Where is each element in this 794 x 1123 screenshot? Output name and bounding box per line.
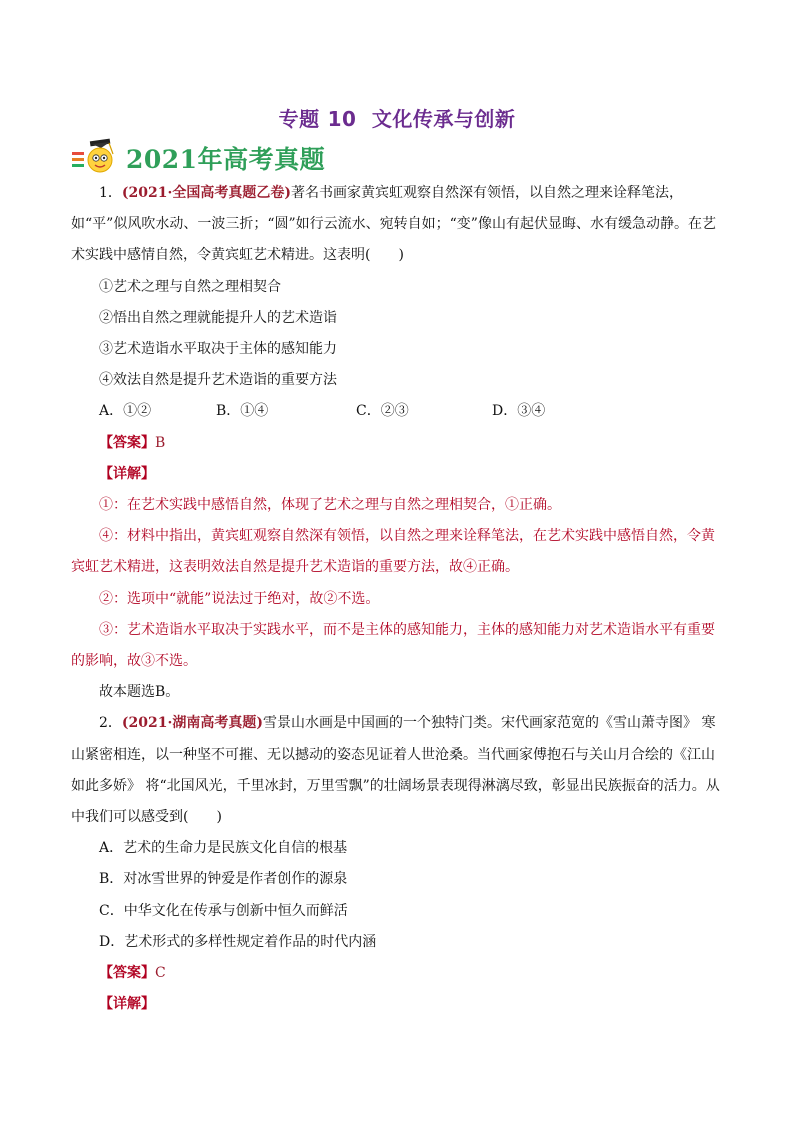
q2-option-c: C．中华文化在传承与创新中恒久而鲜活 <box>99 902 348 919</box>
q1-item-1: ①艺术之理与自然之理相契合 <box>99 278 281 295</box>
q2-answer-label: 【答案】 <box>99 965 155 982</box>
q1-stem-text: 著名书画家黄宾虹观察自然深有领悟，以自然之理来诠释笔法，如“平”似风吹水动、一波三折；“圆”如行云流水、宛转自如；“变”像山有起伏显晦、水有缓急动静。在艺术实践中感情自然，令黄宾虹艺术精进。这表明( ) <box>71 185 716 264</box>
q1-item-2: ②悟出自然之理就能提升人的艺术造诣 <box>99 309 337 326</box>
question-1-stem <box>71 178 723 272</box>
content-body <box>71 178 723 1020</box>
q1-detail-label: 【详解】 <box>99 465 155 482</box>
section-heading <box>70 138 325 178</box>
q1-item-3: ③艺术造诣水平取决于主体的感知能力 <box>99 341 337 358</box>
q2-detail-heading <box>71 989 723 1020</box>
q1-analysis-2: ④：材料中指出，黄宾虹观察自然深有领悟，以自然之理来诠释笔法，在艺术实践中感悟自然，令黄宾虹艺术精进，这表明效法自然是提升艺术造诣的重要方法，故④正确。 <box>71 528 715 576</box>
q1-item-4: ④效法自然是提升艺术造诣的重要方法 <box>99 372 337 389</box>
q1-answer-value: B <box>155 434 166 451</box>
q2-answer <box>71 958 723 989</box>
title-prefix: 专题 <box>278 107 320 131</box>
q1-conclusion: 故本题选B。 <box>99 684 180 701</box>
q1-options <box>71 396 723 427</box>
q2-number: 2． <box>99 715 122 732</box>
page-title <box>0 103 794 132</box>
q2-option-d: D．艺术形式的多样性规定着作品的时代内涵 <box>99 933 377 950</box>
q1-answer-label: 【答案】 <box>99 434 155 451</box>
q1-option-c: C．②③ <box>356 403 409 420</box>
q1-answer <box>71 428 723 459</box>
q2-detail-label: 【详解】 <box>99 996 155 1013</box>
q1-analysis-1: ①：在艺术实践中感悟自然，体现了艺术之理与自然之理相契合，①正确。 <box>99 497 561 514</box>
q2-option-a: A．艺术的生命力是民族文化自信的根基 <box>99 840 348 857</box>
question-2-stem <box>71 708 723 833</box>
q1-option-b: B．①④ <box>216 403 269 420</box>
q2-source: (2021·湖南高考真题) <box>121 715 264 732</box>
mascot-logo-icon <box>70 138 118 178</box>
q2-answer-value: C <box>155 965 166 982</box>
title-number: 10 <box>327 107 357 131</box>
q1-option-a: A．①② <box>99 403 152 420</box>
q1-source: (2021·全国高考真题乙卷) <box>121 185 292 201</box>
q2-stem-text: 雪景山水画是中国画的一个独特门类。宋代画家范宽的《雪山萧寺图》 寒山紧密相连，以一种坚不可摧、无以撼动的姿态见证着人世沧桑。当代画家傅抱石与关山月合绘的《江山如此多娇》 将“北国风光，千里冰封，万里雪飘”的壮阔场景表现得淋漓尽致，彰显出民族振奋的活力。从中我们可以感受到( ) <box>71 715 720 826</box>
q1-option-d: D．③④ <box>492 403 546 420</box>
section-title: 2021年高考真题 <box>126 145 326 174</box>
title-main: 文化传承与创新 <box>371 107 516 131</box>
q1-analysis-4: ③：艺术造诣水平取决于实践水平，而不是主体的感知能力，主体的感知能力对艺术造诣水平有重要的影响，故③不选。 <box>71 621 715 670</box>
q1-detail-heading <box>71 459 723 490</box>
q1-number: 1． <box>99 185 122 201</box>
q1-analysis-3: ②：选项中“就能”说法过于绝对，故②不选。 <box>99 590 380 607</box>
q2-option-b: B．对冰雪世界的钟爱是作者创作的源泉 <box>99 871 348 888</box>
